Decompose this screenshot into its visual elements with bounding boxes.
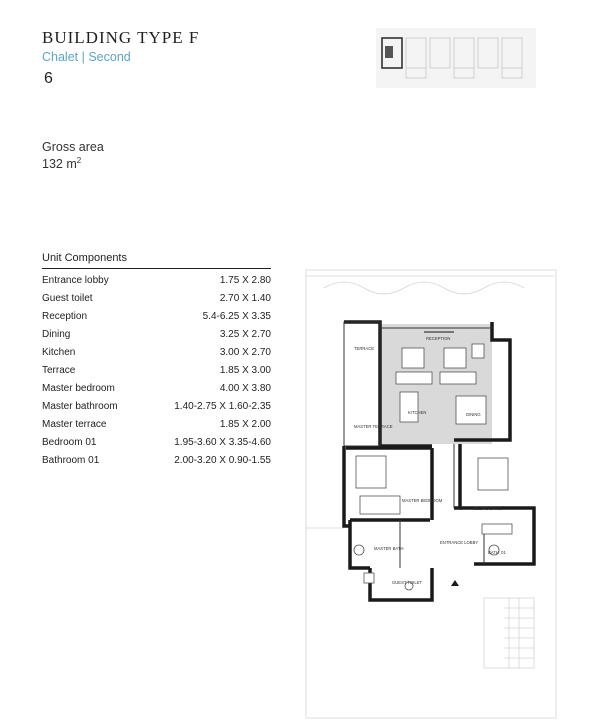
unit-number: 6 (44, 70, 53, 87)
component-row (42, 437, 271, 455)
plan-label-reception: RECEPTION (426, 336, 451, 341)
component-dim: 1.95-3.60 X 3.35-4.60 (174, 437, 271, 448)
component-dim: 1.75 X 2.80 (219, 275, 271, 286)
component-row (42, 401, 271, 419)
plan-label-entrance-lobby: ENTRANCE LOBBY (440, 540, 479, 545)
plan-label-guest-toilet: GUEST TOILET (392, 580, 423, 585)
component-row (42, 365, 271, 383)
plan-label-master-bedroom: MASTER BEDROOM (402, 498, 443, 503)
component-row (42, 419, 271, 437)
page-title: BUILDING TYPE F (42, 28, 200, 47)
component-dim: 3.25 X 2.70 (219, 329, 271, 340)
gross-area-value (42, 156, 81, 171)
component-row (42, 275, 271, 293)
component-dim: 2.70 X 1.40 (219, 293, 271, 304)
component-name: Master bedroom (42, 383, 115, 394)
plan-label-master-bath: MASTER BATH (374, 546, 404, 551)
unit-components-table (42, 252, 271, 473)
component-dim: 1.40-2.75 X 1.60-2.35 (174, 401, 271, 412)
component-dim: 3.00 X 2.70 (219, 347, 271, 358)
key-plan-thumbnail (376, 28, 536, 88)
plan-label-terrace: TERRACE (354, 346, 375, 351)
gross-area-unit-exponent: 2 (76, 156, 82, 165)
gross-area-label: Gross area (42, 140, 104, 154)
floor-plan (304, 268, 560, 720)
component-name: Reception (42, 311, 88, 322)
component-dim: 5.4-6.25 X 3.35 (202, 311, 271, 322)
gross-area-number: 132 m (42, 157, 77, 172)
component-dim: 1.85 X 2.00 (219, 419, 271, 430)
plan-label-kitchen: KITCHEN (408, 410, 427, 415)
component-name: Kitchen (42, 347, 76, 358)
component-name: Bathroom 01 (42, 455, 100, 466)
component-name: Guest toilet (42, 293, 93, 304)
component-dim: 4.00 X 3.80 (219, 383, 271, 394)
component-row (42, 311, 271, 329)
component-row (42, 293, 271, 311)
component-dim: 2.00-3.20 X 0.90-1.55 (174, 455, 271, 466)
component-name: Master bathroom (42, 401, 118, 412)
component-name: Terrace (42, 365, 76, 376)
component-name: Bedroom 01 (42, 437, 97, 448)
component-row (42, 455, 271, 473)
plan-label-bath-01: BATH. 01 (488, 550, 506, 555)
component-dim: 1.85 X 3.00 (219, 365, 271, 376)
unit-components-header: Unit Components (42, 252, 271, 269)
component-row (42, 383, 271, 401)
plan-label-master-terrace: MASTER TERRACE (354, 424, 393, 429)
component-name: Dining (42, 329, 71, 340)
component-name: Entrance lobby (42, 275, 109, 286)
component-row (42, 347, 271, 365)
component-row (42, 329, 271, 347)
component-name: Master terrace (42, 419, 107, 430)
page-subtitle: Chalet | Second (42, 50, 131, 64)
plan-label-dining: DINING (466, 412, 481, 417)
plan-label-bedroom-01: BEDROOM 01 (474, 506, 502, 511)
